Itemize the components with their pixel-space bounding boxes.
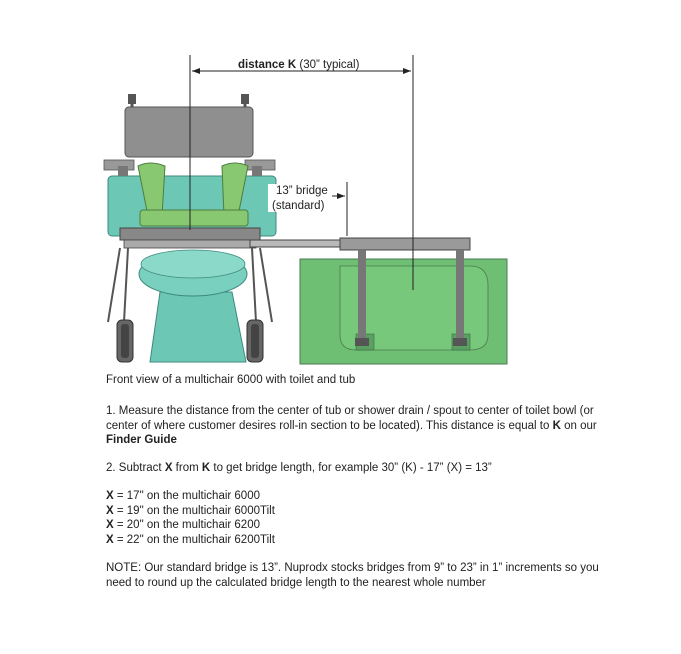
x-values-list <box>106 489 275 547</box>
distance-k-label: distance K (30” typical) <box>238 59 360 71</box>
step-2-text: 2. Subtract X from K to get bridge length, for example 30” (K) - 17” (X) = 13” <box>106 462 492 474</box>
bathtub <box>300 259 507 364</box>
bridge-label-line1: 13” bridge <box>276 185 328 197</box>
x-value-item: X = 17" on the multichair 6000 <box>106 490 260 502</box>
bridge-note: NOTE: Our standard bridge is 13”. Nuprodx stocks bridges from 9” to 23” in 1” increments so you need to round up the calculated bridge length to the nearest whole number <box>106 562 599 589</box>
x-value-item: X = 20" on the multichair 6200 <box>106 519 260 531</box>
x-value-item: X = 22" on the multichair 6200Tilt <box>106 533 275 546</box>
step-1-text: 1. Measure the distance from the center of tub or shower drain / spout to center of toilet bowl (or center of where customer desires roll-in section to be located). This distance is equal to K on our Finder Guide <box>106 405 597 446</box>
x-value-item: X = 19" on the multichair 6000Tilt <box>106 504 275 517</box>
chair-back <box>125 94 253 157</box>
bridge-label-line2: (standard) <box>272 200 325 212</box>
diagram-caption: Front view of a multichair 6000 with toilet and tub <box>106 374 356 386</box>
